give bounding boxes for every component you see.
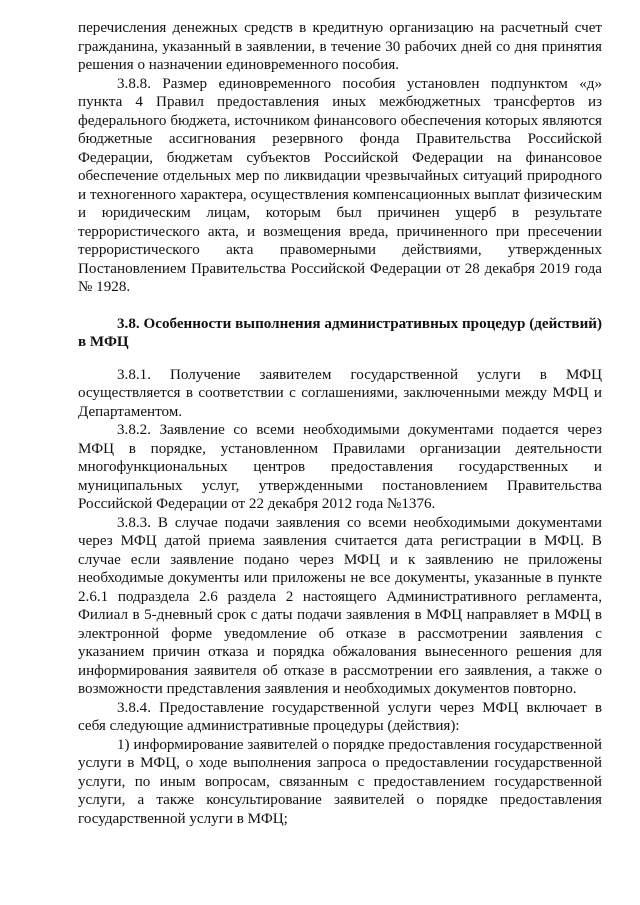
section-heading: 3.8. Особенности выполнения административных процедур (действий) в МФЦ: [78, 315, 602, 350]
paragraph-3-8-3: 3.8.3. В случае подачи заявления со всеми необходимыми документами через МФЦ датой приема заявления считается дата регистрации в МФЦ. В случае если заявление подано через МФЦ и к заявлению не приложены необходимые документы или приложены не все документы, указанные в пункте 2.6.1 подраздела 2.6 раздела 2 настоящего Административного регламента, Филиал в 5-дневный срок с даты подачи заявления в МФЦ направляет в МФЦ в электронной форме уведомление об отказе в рассмотрении заявления с указанием причин отказа и порядка обжалования вынесенного решения для информирования заявителя об отказе в рассмотрении его заявления, а также о возможности представления заявления и необходимых документов повторно.: [78, 514, 602, 697]
spacer: [78, 352, 602, 366]
paragraph-3-8-2: 3.8.2. Заявление со всеми необходимыми документами подается через МФЦ в порядке, установленном Правилами организации деятельности многофункциональных центров предоставления государственных и муниципальных услуг, утвержденными постановлением Правительства Российской Федерации от 22 декабря 2012 года №1376.: [78, 422, 602, 512]
paragraph-3-8-4: 3.8.4. Предоставление государственной услуги через МФЦ включает в себя следующие административные процедуры (действия):: [78, 699, 602, 734]
paragraph-3-8-1: 3.8.1. Получение заявителем государственной услуги в МФЦ осуществляется в соответствии с соглашениями, заключенными между МФЦ и Департаментом.: [78, 366, 602, 420]
spacer: [78, 297, 602, 315]
list-item-1: 1) информирование заявителей о порядке предоставления государственной услуги в МФЦ, о ходе выполнения запроса о предоставлении государственной услуги, по иным вопросам, связанным с предоставлением государственной услуги, а также консультирование заявителей о порядке предоставления государственной услуги в МФЦ;: [78, 736, 602, 827]
document-page: [78, 19, 602, 828]
paragraph-payment-transfer: перечисления денежных средств в кредитную организацию на расчетный счет гражданина, указанный в заявлении, в течение 30 рабочих дней со дня принятия решения о назначении единовременного пособия.: [78, 20, 602, 73]
paragraph-3-8-8: 3.8.8. Размер единовременного пособия установлен подпунктом «д» пункта 4 Правил предоставления иных межбюджетных трансфертов из федерального бюджета, источником финансового обеспечения которых являются бюджетные ассигнования резервного фонда Правительства Российской Федерации, бюджетам субъектов Российской Федерации на финансовое обеспечение отдельных мер по ликвидации чрезвычайных ситуаций природного и техногенного характера, осуществления компенсационных выплат физическим и юридическим лицам, которым был причинен ущерб в результате террористического акта, и возмещения вреда, причиненного при пресечении террористического акта правомерными действиями, утвержденных Постановлением Правительства Российской Федерации от 28 декабря 2019 года № 1928.: [78, 75, 602, 295]
